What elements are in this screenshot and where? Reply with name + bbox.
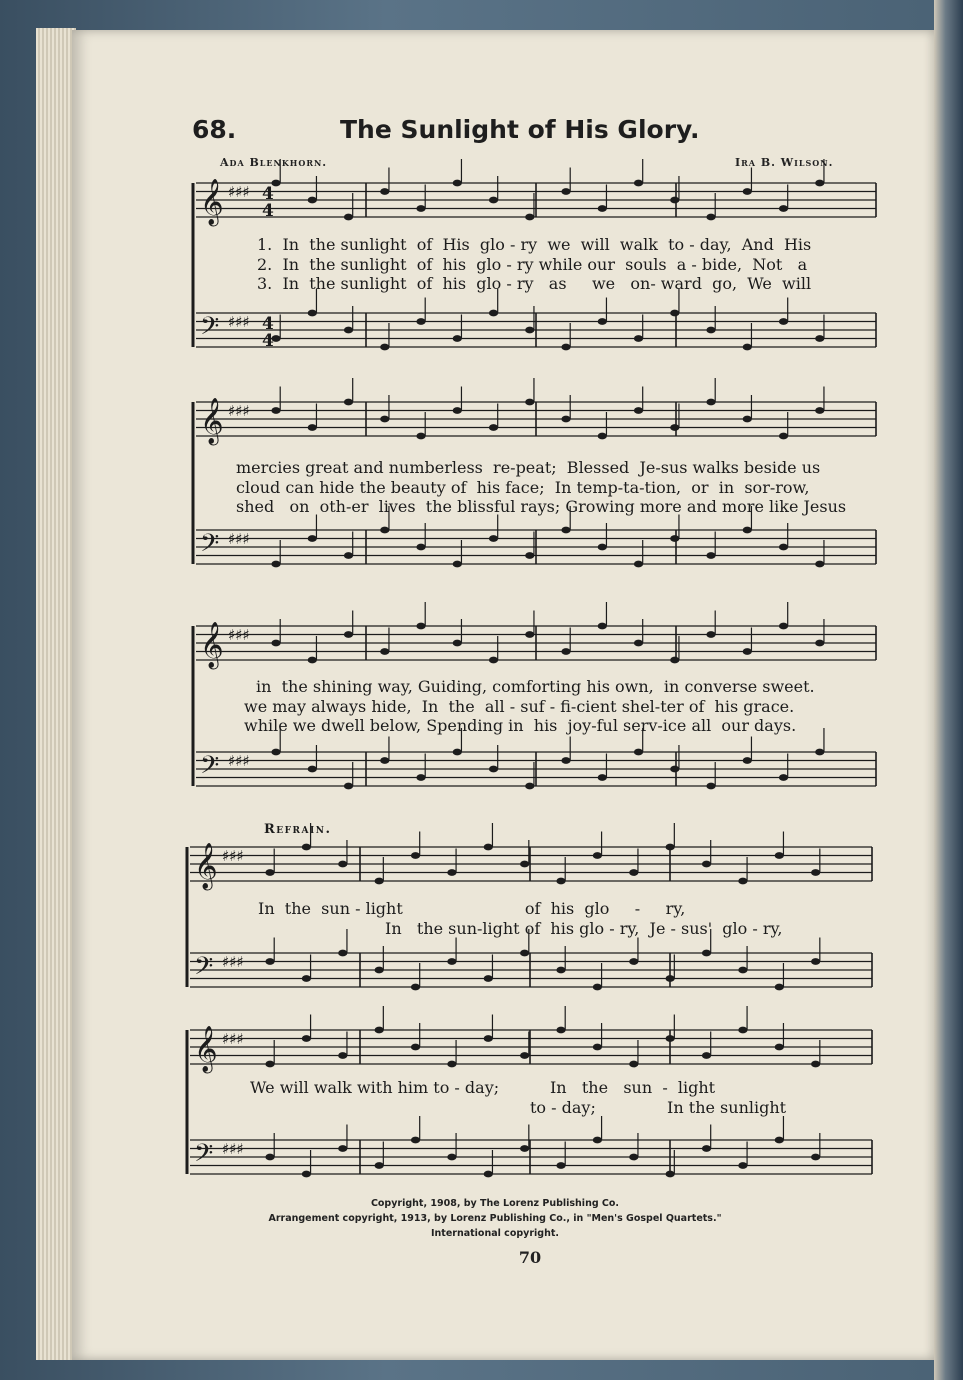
- composer-credit: Ira B. Wilson.: [735, 156, 834, 169]
- note-head: [779, 433, 788, 440]
- note-head: [265, 958, 274, 965]
- note-head: [811, 869, 820, 876]
- note-head: [344, 552, 353, 559]
- note-head: [302, 1035, 311, 1042]
- note-head: [489, 766, 498, 773]
- note-head: [815, 749, 824, 756]
- note-head: [484, 975, 493, 982]
- note-head: [702, 861, 711, 868]
- note-head: [338, 1145, 347, 1152]
- note-head: [743, 648, 752, 655]
- note-head: [702, 1052, 711, 1059]
- note-head: [525, 399, 534, 406]
- note-head: [811, 958, 820, 965]
- time-signature-icon: 4: [262, 314, 274, 334]
- note-head: [344, 631, 353, 638]
- hymn-number: 68.: [192, 115, 237, 144]
- note-head: [271, 749, 280, 756]
- note-head: [416, 774, 425, 781]
- note-head: [380, 648, 389, 655]
- note-head: [520, 1052, 529, 1059]
- note-head: [670, 657, 679, 664]
- note-head: [666, 975, 675, 982]
- key-signature-icon: ♯♯♯: [228, 183, 250, 201]
- note-head: [380, 757, 389, 764]
- note-head: [702, 1145, 711, 1152]
- note-head: [666, 1035, 675, 1042]
- note-head: [779, 318, 788, 325]
- note-head: [598, 623, 607, 630]
- time-signature-icon: 4: [262, 331, 274, 351]
- note-head: [416, 205, 425, 212]
- note-head: [706, 552, 715, 559]
- note-head: [344, 783, 353, 790]
- note-head: [706, 214, 715, 221]
- key-signature-icon: ♯♯♯: [222, 847, 244, 865]
- note-head: [593, 984, 602, 991]
- note-head: [525, 631, 534, 638]
- bass-clef-icon: 𝄢: [200, 529, 220, 564]
- time-signature-icon: 4: [262, 201, 274, 221]
- note-head: [447, 1154, 456, 1161]
- note-head: [308, 535, 317, 542]
- note-head: [416, 544, 425, 551]
- note-head: [453, 335, 462, 342]
- note-head: [453, 407, 462, 414]
- note-head: [271, 561, 280, 568]
- note-head: [561, 648, 570, 655]
- note-head: [416, 318, 425, 325]
- note-head: [453, 640, 462, 647]
- note-head: [598, 544, 607, 551]
- treble-clef-icon: 𝄞: [200, 179, 224, 225]
- bass-clef-icon: 𝄢: [200, 751, 220, 786]
- lyric-line: in the shining way, Guiding, comforting his own, in converse sweet.: [256, 677, 815, 696]
- note-head: [265, 869, 274, 876]
- note-head: [416, 433, 425, 440]
- page-number: 70: [518, 1248, 542, 1267]
- lyric-line: 3. In the sunlight of his glo - ry as we on- ward go, We will: [257, 274, 812, 293]
- hymn-title: The Sunlight of His Glory.: [340, 115, 700, 144]
- note-head: [629, 1154, 638, 1161]
- note-head: [815, 561, 824, 568]
- note-head: [593, 852, 602, 859]
- treble-clef-icon: 𝄞: [194, 1026, 218, 1072]
- bass-clef-icon: 𝄢: [200, 312, 220, 347]
- note-head: [308, 424, 317, 431]
- note-head: [815, 335, 824, 342]
- lyric-line: We will walk with him to - day; In the sun - light: [250, 1078, 716, 1097]
- lyric-line: mercies great and numberless re-peat; Blessed Je-sus walks beside us: [236, 458, 821, 477]
- refrain-label: Refrain.: [264, 822, 332, 837]
- note-head: [634, 335, 643, 342]
- note-head: [556, 1162, 565, 1169]
- note-head: [738, 967, 747, 974]
- note-head: [525, 327, 534, 334]
- note-head: [706, 399, 715, 406]
- note-head: [629, 869, 638, 876]
- note-head: [775, 1044, 784, 1051]
- note-head: [670, 197, 679, 204]
- bass-clef-icon: 𝄢: [194, 1139, 214, 1174]
- lyric-line: cloud can hide the beauty of his face; In temp-ta-tion, or in sor-row,: [236, 478, 810, 497]
- note-head: [779, 544, 788, 551]
- note-head: [489, 424, 498, 431]
- note-head: [447, 958, 456, 965]
- note-head: [779, 623, 788, 630]
- lyricist-credit: Ada Blenkhorn.: [220, 156, 328, 169]
- key-signature-icon: ♯♯♯: [222, 953, 244, 971]
- note-head: [593, 1137, 602, 1144]
- note-head: [484, 1171, 493, 1178]
- time-signature-icon: 4: [262, 184, 274, 204]
- note-head: [525, 783, 534, 790]
- note-head: [670, 310, 679, 317]
- note-head: [743, 757, 752, 764]
- note-head: [561, 527, 570, 534]
- note-head: [743, 416, 752, 423]
- note-head: [484, 1035, 493, 1042]
- key-signature-icon: ♯♯♯: [222, 1030, 244, 1048]
- key-signature-icon: ♯♯♯: [228, 530, 250, 548]
- note-head: [453, 180, 462, 187]
- lyric-line: we may always hide, In the all - suf - fi-cient shel-ter of his grace.: [244, 697, 795, 716]
- note-head: [308, 766, 317, 773]
- note-head: [453, 561, 462, 568]
- note-head: [271, 640, 280, 647]
- note-head: [302, 1171, 311, 1178]
- note-head: [489, 535, 498, 542]
- note-head: [416, 623, 425, 630]
- lyric-line: shed on oth-er lives the blissful rays; Growing more and more like Jesus: [236, 497, 847, 516]
- note-head: [706, 631, 715, 638]
- note-head: [338, 1052, 347, 1059]
- note-head: [670, 766, 679, 773]
- note-head: [411, 984, 420, 991]
- note-head: [634, 407, 643, 414]
- note-head: [738, 1027, 747, 1034]
- note-head: [453, 749, 462, 756]
- note-head: [447, 869, 456, 876]
- note-head: [743, 527, 752, 534]
- lyric-line: to - day; In the sunlight: [530, 1098, 787, 1117]
- note-head: [338, 950, 347, 957]
- note-head: [344, 399, 353, 406]
- copyright-line: Arrangement copyright, 1913, by Lorenz Publishing Co., in "Men's Gospel Quartets.": [268, 1213, 722, 1224]
- note-head: [561, 344, 570, 351]
- note-head: [344, 327, 353, 334]
- note-head: [308, 310, 317, 317]
- note-head: [484, 844, 493, 851]
- bass-clef-icon: 𝄢: [194, 952, 214, 987]
- note-head: [775, 1137, 784, 1144]
- note-head: [380, 527, 389, 534]
- note-head: [380, 188, 389, 195]
- note-head: [811, 1061, 820, 1068]
- note-head: [556, 967, 565, 974]
- note-head: [629, 958, 638, 965]
- note-head: [411, 852, 420, 859]
- note-head: [598, 205, 607, 212]
- note-head: [815, 180, 824, 187]
- note-head: [265, 1061, 274, 1068]
- note-head: [344, 214, 353, 221]
- lyric-line: while we dwell below, Spending in his joy-ful serv-ice all our days.: [244, 716, 797, 735]
- note-head: [308, 657, 317, 664]
- note-head: [738, 878, 747, 885]
- note-head: [525, 552, 534, 559]
- note-head: [447, 1061, 456, 1068]
- note-head: [815, 407, 824, 414]
- note-head: [520, 950, 529, 957]
- note-head: [629, 1061, 638, 1068]
- note-head: [598, 433, 607, 440]
- note-head: [380, 416, 389, 423]
- treble-clef-icon: 𝄞: [194, 843, 218, 889]
- note-head: [634, 180, 643, 187]
- note-head: [738, 1162, 747, 1169]
- key-signature-icon: ♯♯♯: [222, 1140, 244, 1158]
- note-head: [666, 844, 675, 851]
- note-head: [743, 344, 752, 351]
- note-head: [380, 344, 389, 351]
- note-head: [271, 407, 280, 414]
- note-head: [815, 640, 824, 647]
- note-head: [265, 1154, 274, 1161]
- note-head: [598, 318, 607, 325]
- note-head: [302, 844, 311, 851]
- key-signature-icon: ♯♯♯: [228, 626, 250, 644]
- note-head: [779, 774, 788, 781]
- copyright-line: International copyright.: [430, 1228, 559, 1239]
- key-signature-icon: ♯♯♯: [228, 313, 250, 331]
- note-head: [489, 197, 498, 204]
- note-head: [525, 214, 534, 221]
- note-head: [375, 878, 384, 885]
- note-head: [338, 861, 347, 868]
- note-head: [706, 327, 715, 334]
- lyric-line: In the sun-light of his glo - ry, Je - sus' glo - ry,: [385, 919, 783, 938]
- note-head: [743, 188, 752, 195]
- note-head: [561, 757, 570, 764]
- note-head: [775, 852, 784, 859]
- note-head: [634, 749, 643, 756]
- note-head: [561, 416, 570, 423]
- note-head: [411, 1137, 420, 1144]
- note-head: [556, 1027, 565, 1034]
- note-head: [561, 188, 570, 195]
- note-head: [302, 975, 311, 982]
- note-head: [411, 1044, 420, 1051]
- treble-clef-icon: 𝄞: [200, 622, 224, 668]
- note-head: [489, 310, 498, 317]
- note-head: [556, 878, 565, 885]
- note-head: [666, 1171, 675, 1178]
- note-head: [375, 1162, 384, 1169]
- note-head: [670, 424, 679, 431]
- note-head: [598, 774, 607, 781]
- lyric-line: In the sun - light of his glo - ry,: [258, 899, 686, 918]
- lyric-line: 1. In the sunlight of His glo - ry we will walk to - day, And His: [257, 235, 812, 254]
- key-signature-icon: ♯♯♯: [228, 402, 250, 420]
- note-head: [375, 967, 384, 974]
- note-head: [811, 1154, 820, 1161]
- note-head: [634, 640, 643, 647]
- key-signature-icon: ♯♯♯: [228, 752, 250, 770]
- note-head: [634, 561, 643, 568]
- note-head: [489, 657, 498, 664]
- note-head: [670, 535, 679, 542]
- note-head: [308, 197, 317, 204]
- note-head: [375, 1027, 384, 1034]
- note-head: [775, 984, 784, 991]
- copyright-line: Copyright, 1908, by The Lorenz Publishing Co.: [370, 1198, 620, 1209]
- note-head: [520, 861, 529, 868]
- treble-clef-icon: 𝄞: [200, 398, 224, 444]
- note-head: [593, 1044, 602, 1051]
- note-head: [779, 205, 788, 212]
- lyric-line: 2. In the sunlight of his glo - ry while our souls a - bide, Not a: [257, 255, 808, 274]
- note-head: [706, 783, 715, 790]
- note-head: [520, 1145, 529, 1152]
- note-head: [702, 950, 711, 957]
